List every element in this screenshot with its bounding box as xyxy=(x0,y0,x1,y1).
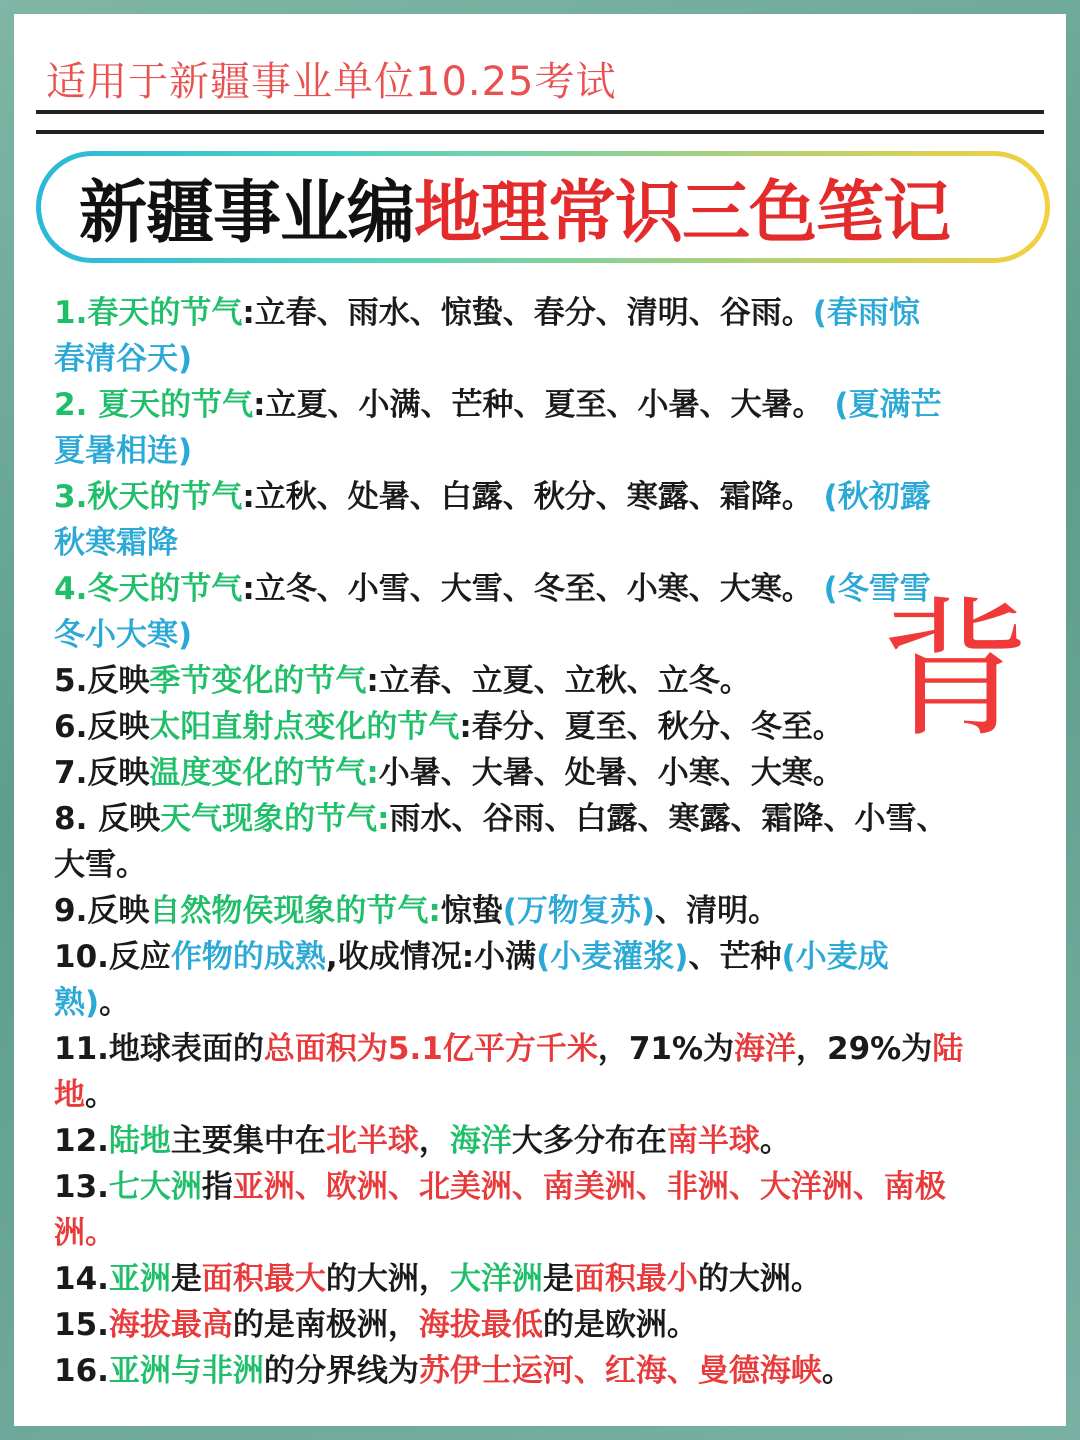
note-segment: ， xyxy=(418,1123,450,1159)
note-segment: 总面积为5.1亿平方千米 xyxy=(263,1031,598,1067)
note-line xyxy=(54,934,1014,980)
note-segment: 北半球 xyxy=(325,1123,419,1159)
notes-body xyxy=(54,290,1014,1394)
note-segment: (冬雪雪 xyxy=(812,571,931,607)
note-line xyxy=(54,1256,1014,1302)
note-segment: 3.秋天的节气 xyxy=(54,479,243,515)
note-line xyxy=(54,658,1014,704)
note-segment: 15. xyxy=(54,1307,109,1343)
note-segment: 1.春天的节气 xyxy=(54,295,243,331)
note-segment: 5.反映 xyxy=(54,663,150,699)
note-segment: 温度变化的节气: xyxy=(149,755,379,791)
note-line xyxy=(54,566,1014,612)
note-segment: 10.反应 xyxy=(54,939,171,975)
note-line xyxy=(54,336,1014,382)
note-line xyxy=(54,1164,1014,1210)
note-segment: 是 xyxy=(542,1261,574,1297)
note-segment: 、清明。 xyxy=(655,893,780,929)
note-segment: 12. xyxy=(54,1123,109,1159)
title-black-part: 新疆事业编 xyxy=(79,172,415,253)
note-segment: 海拔最低 xyxy=(418,1307,543,1343)
note-line xyxy=(54,980,1014,1026)
note-segment: 夏暑相连) xyxy=(54,433,193,469)
note-segment: 是 xyxy=(170,1261,202,1297)
note-segment: 陆地 xyxy=(108,1123,171,1159)
note-segment: 的是欧洲。 xyxy=(542,1307,698,1343)
title-red-part: 地理常识三色笔记 xyxy=(414,172,951,253)
note-segment: 洲。 xyxy=(54,1215,116,1251)
note-segment: 、芒种 xyxy=(688,939,782,975)
note-segment: 海洋 xyxy=(734,1031,797,1067)
note-segment: 13. xyxy=(54,1169,109,1205)
memorize-stamp: 背 xyxy=(880,584,1031,758)
note-segment: 6.反映 xyxy=(54,709,150,745)
note-line xyxy=(54,842,1014,888)
note-segment: 秋寒霜降 xyxy=(54,525,178,561)
note-segment: 陆 xyxy=(932,1031,964,1067)
note-line xyxy=(54,1026,1014,1072)
note-segment: ,收成情况:小满 xyxy=(325,939,537,975)
note-segment: 七大洲 xyxy=(108,1169,202,1205)
note-line xyxy=(54,1302,1014,1348)
note-segment: 亚洲 xyxy=(108,1261,171,1297)
note-segment: 9.反映 xyxy=(54,893,150,929)
note-segment: (春雨惊 xyxy=(812,295,920,331)
note-segment: 苏伊士运河、红海、曼德海峡 xyxy=(418,1353,822,1389)
note-line xyxy=(54,382,1014,428)
note-line xyxy=(54,1072,1014,1118)
double-rule-divider xyxy=(36,110,1044,134)
note-line xyxy=(54,1348,1014,1394)
note-segment: 自然物侯现象的节气: xyxy=(149,893,441,929)
note-segment: 春清谷天) xyxy=(54,341,193,377)
note-segment: 亚洲、欧洲、北美洲、南美洲、非洲、大洋洲、南极 xyxy=(232,1169,946,1205)
exam-note: 适用于新疆事业单位10.25考试 xyxy=(46,59,617,105)
note-segment: 。 xyxy=(759,1123,791,1159)
note-segment: 太阳直射点变化的节气 xyxy=(149,709,460,745)
note-line xyxy=(54,796,1014,842)
note-sheet xyxy=(14,14,1066,1426)
note-segment: ，29%为 xyxy=(796,1031,933,1067)
note-segment: 季节变化的节气 xyxy=(149,663,367,699)
note-line xyxy=(54,1210,1014,1256)
note-line xyxy=(54,290,1014,336)
note-segment: 的大洲。 xyxy=(697,1261,822,1297)
note-segment: 11.地球表面的 xyxy=(54,1031,264,1067)
note-segment: :立夏、小满、芒种、夏至、小暑、大暑。 xyxy=(253,387,824,423)
note-line xyxy=(54,1118,1014,1164)
note-segment: 地 xyxy=(54,1077,85,1113)
note-segment: 2. 夏天的节气 xyxy=(54,387,254,423)
note-segment: 作物的成熟 xyxy=(170,939,326,975)
note-segment: 天气现象的节气: xyxy=(160,801,390,837)
note-line xyxy=(54,428,1014,474)
note-segment: 8. 反映 xyxy=(54,801,161,837)
note-line xyxy=(54,612,1014,658)
note-line xyxy=(54,704,1014,750)
note-segment: 大雪。 xyxy=(54,847,147,883)
note-segment: (秋初露 xyxy=(812,479,931,515)
note-segment: 南半球 xyxy=(666,1123,760,1159)
note-segment: 4.冬天的节气 xyxy=(54,571,243,607)
note-segment: 海拔最高 xyxy=(108,1307,233,1343)
note-segment: :立秋、处暑、白露、秋分、寒露、霜降。 xyxy=(242,479,813,515)
title-banner xyxy=(36,151,1050,263)
note-segment: :立冬、小雪、大雪、冬至、小寒、大寒。 xyxy=(242,571,813,607)
note-segment: 的分界线为 xyxy=(263,1353,419,1389)
note-segment: :立春、雨水、惊蛰、春分、清明、谷雨。 xyxy=(242,295,813,331)
note-line xyxy=(54,520,1014,566)
note-segment: 的大洲， xyxy=(325,1261,450,1297)
note-segment: :春分、夏至、秋分、冬至。 xyxy=(459,709,844,745)
note-segment: 面积最小 xyxy=(573,1261,698,1297)
note-segment: 雨水、谷雨、白露、寒露、霜降、小雪、 xyxy=(389,801,948,837)
note-segment: 大洋洲 xyxy=(449,1261,543,1297)
note-segment: 。 xyxy=(99,985,131,1021)
note-segment: 大多分布在 xyxy=(511,1123,667,1159)
note-line xyxy=(54,750,1014,796)
note-line xyxy=(54,888,1014,934)
note-segment: 海洋 xyxy=(449,1123,512,1159)
note-line xyxy=(54,474,1014,520)
note-segment: ，71%为 xyxy=(597,1031,735,1067)
note-segment: (小麦成 xyxy=(781,939,889,975)
note-segment: 7.反映 xyxy=(54,755,150,791)
note-segment: :立春、立夏、立秋、立冬。 xyxy=(366,663,751,699)
note-segment: 面积最大 xyxy=(201,1261,326,1297)
note-segment: (小麦灌浆) xyxy=(536,939,689,975)
note-segment: 指 xyxy=(201,1169,233,1205)
note-segment: (万物复苏) xyxy=(502,893,656,929)
note-segment: 小暑、大暑、处暑、小寒、大寒。 xyxy=(378,755,844,791)
note-segment: 熟) xyxy=(54,985,100,1021)
note-segment: 冬小大寒) xyxy=(54,617,193,653)
note-segment: (夏满芒 xyxy=(823,387,942,423)
note-segment: 惊蛰 xyxy=(440,893,503,929)
title-banner-inner xyxy=(41,156,1045,258)
note-segment: 。 xyxy=(85,1077,116,1113)
note-segment: 主要集中在 xyxy=(170,1123,326,1159)
note-segment: 16. xyxy=(54,1353,109,1389)
note-segment: 亚洲与非洲 xyxy=(108,1353,264,1389)
note-segment: 的是南极洲， xyxy=(232,1307,419,1343)
note-segment: 。 xyxy=(821,1353,853,1389)
note-segment: 14. xyxy=(54,1261,109,1297)
